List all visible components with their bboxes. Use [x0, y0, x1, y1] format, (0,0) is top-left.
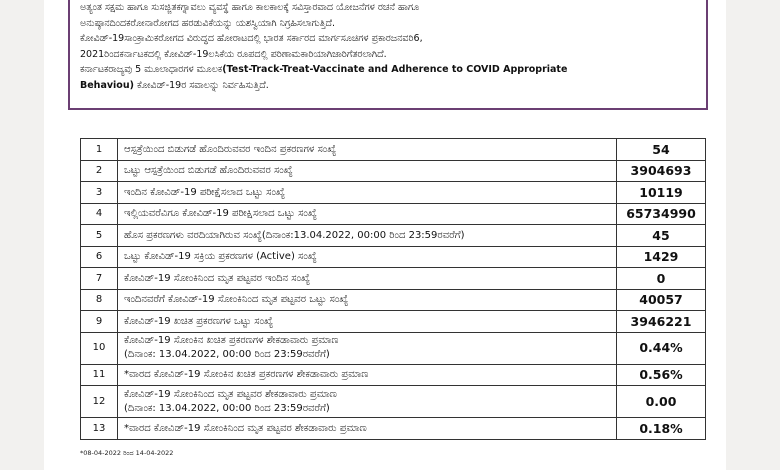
- intro-line-3: ಕೋವಿಡ್-19ಸಾಂಕ್ರಾಮಿಕರೋಗದ ವಿರುದ್ಧದ ಹೋರಾಟದಲ್ಲಿ ಭಾರತ ಸರ್ಕಾರದ ಮಾರ್ಗಸೂಚಿಗಳ ಪ್ರಕಾರಜನವರಿ6,: [80, 33, 423, 44]
- table-row: [81, 203, 706, 225]
- serial-number: 7: [81, 268, 118, 290]
- row-description-line-2: (ದಿನಾಂಕ: 13.04.2022, 00:00 ರಿಂದ 23:59ರವರೆಗೆ): [124, 402, 330, 414]
- row-description: ಕೋವಿಡ್-19 ಖಚಿತ ಪ್ರಕರಣಗಳ ಒಟ್ಟು ಸಂಖ್ಯೆ: [118, 311, 617, 333]
- row-value: 0.44%: [617, 332, 706, 364]
- serial-number: 11: [81, 364, 118, 386]
- row-value: 45: [617, 225, 706, 247]
- footnote: *08-04-2022 ರಿಂದ 14-04-2022: [80, 449, 174, 457]
- row-value: 40057: [617, 289, 706, 311]
- serial-number: 6: [81, 246, 118, 268]
- table-row: [81, 418, 706, 440]
- table-row: [81, 386, 706, 418]
- table-row: [81, 268, 706, 290]
- intro-line-4: 2021ರಿಂದಕರ್ನಾಟಕದಲ್ಲಿ ಕೋವಿಡ್-19ಲಸಿಕೆಯ ರೂಪದಲ್ಲಿ ಪರಿಣಾಮಕಾರಿಯಾಗಿಜಾರಿಗೆತರಲಾಗಿದೆ.: [80, 48, 387, 60]
- document-page: [44, 0, 726, 470]
- row-description-line-1: ಕೋವಿಡ್-19 ಸೋಂಕಿನಿಂದ ಮೃತ ಪಟ್ಟವರ ಶೇಕಡಾವಾರು ಪ್ರಮಾಣ: [124, 388, 337, 400]
- intro-line-5: [80, 62, 696, 78]
- table-row: [81, 139, 706, 161]
- row-value: 10119: [617, 182, 706, 204]
- serial-number: 13: [81, 418, 118, 440]
- row-value: 3946221: [617, 311, 706, 333]
- table-row: [81, 289, 706, 311]
- serial-number: 1: [81, 139, 118, 161]
- row-description: ಇಲ್ಲಿಯವರೆವಿಗೂ ಕೋವಿಡ್-19 ಪರೀಕ್ಷಿಸಲಾದ ಒಟ್ಟು ಸಂಖ್ಯೆ: [118, 203, 617, 225]
- table-row: [81, 311, 706, 333]
- serial-number: 4: [81, 203, 118, 225]
- row-description: ಕೋವಿಡ್-19 ಸೋಂಕಿನಿಂದ ಮೃತ ಪಟ್ಟವರ ಇಂದಿನ ಸಂಖ್ಯೆ: [118, 268, 617, 290]
- table-row: [81, 225, 706, 247]
- row-description: [118, 332, 617, 364]
- row-description: ಇಂದಿನ ಕೋವಿಡ್-19 ಪರೀಕ್ಷೆಸಲಾದ ಒಟ್ಟು ಸಂಖ್ಯೆ: [118, 182, 617, 204]
- intro-line-5-kannada: ಕರ್ನಾಟಕರಾಜ್ಯವು 5 ಮೂಲಾಧಾರಗಳ ಮೂಲಕ: [80, 64, 223, 75]
- table-row: [81, 160, 706, 182]
- row-description: ಒಟ್ಟು ಆಸ್ಪತ್ರೆಯಿಂದ ಬಿಡುಗಡೆ ಹೊಂದಿರುವವರ ಸಂಖ್ಯೆ: [118, 160, 617, 182]
- intro-line-5-english: (Test-Track-Treat-Vaccinate and Adherence to COVID Appropriate: [222, 64, 568, 75]
- row-value: 1429: [617, 246, 706, 268]
- intro-line-1: ಅತ್ಯಂತ ಸಕ್ಷಮ ಹಾಗೂ ಸುಸಜ್ಜಿತಕಗ್ನಾವಲು ವ್ಯವಸ್ಥೆ ಹಾಗೂ ಕಾಲಕಾಲಕ್ಕೆ ಸವಿಸ್ತಾರವಾದ ಯೋಜನೆಗಳ ರಚನೆ ಹಾಗೂ: [80, 2, 420, 13]
- row-value: 0.56%: [617, 364, 706, 386]
- row-value: 0.00: [617, 386, 706, 418]
- serial-number: 3: [81, 182, 118, 204]
- row-description: ಒಟ್ಟು ಕೋವಿಡ್-19 ಸಕ್ರಿಯ ಪ್ರಕರಣಗಳ (Active) ಸಂಖ್ಯೆ: [118, 246, 617, 268]
- table-row: [81, 332, 706, 364]
- row-value: 65734990: [617, 203, 706, 225]
- serial-number: 9: [81, 311, 118, 333]
- intro-line-6: [80, 78, 696, 94]
- serial-number: 12: [81, 386, 118, 418]
- row-description-line-2: (ದಿನಾಂಕ: 13.04.2022, 00:00 ರಿಂದ 23:59ರವರೆಗೆ): [124, 349, 330, 360]
- serial-number: 8: [81, 289, 118, 311]
- row-description: ಹೊಸ ಪ್ರಕರಣಗಳು ವರದಿಯಾಗಿರುವ ಸಂಖ್ಯೆ(ದಿನಾಂಕ:13.04.2022, 00:00 ರಿಂದ 23:59ರವರೆಗೆ): [118, 225, 617, 247]
- covid-stats-table: [80, 138, 706, 440]
- table-row: [81, 364, 706, 386]
- row-description: ಆಸ್ಪತ್ರೆಯಿಂದ ಬಿಡುಗಡೆ ಹೊಂದಿರುವವರ ಇಂದಿನ ಪ್ರಕರಣಗಳ ಸಂಖ್ಯೆ: [118, 139, 617, 161]
- row-value: 0: [617, 268, 706, 290]
- row-value: 0.18%: [617, 418, 706, 440]
- row-value: 3904693: [617, 160, 706, 182]
- intro-line-6-english: Behaviou): [80, 79, 134, 91]
- serial-number: 10: [81, 332, 118, 364]
- row-description: ಇಂದಿನವರೆಗೆ ಕೋವಿಡ್-19 ಸೋಂಕಿನಿಂದ ಮೃತ ಪಟ್ಟವರ ಒಟ್ಟು ಸಂಖ್ಯೆ: [118, 289, 617, 311]
- serial-number: 2: [81, 160, 118, 182]
- intro-line-2: ಅನುಷ್ಠಾನದಿಂದಕರೋನಾರೋಗದ ಹರಡುವಿಕೆಯನ್ನು ಯಶಸ್ವಿಯಾಗಿ ನಿಗ್ರಹಿಸಲಾಗುತ್ತಿದೆ.: [80, 17, 336, 29]
- table-row: [81, 182, 706, 204]
- serial-number: 5: [81, 225, 118, 247]
- intro-line-6-kannada: ಕೋವಿಡ್-19ರ ಸವಾಲನ್ನು ನಿರ್ವಹಿಸುತ್ತಿದೆ.: [136, 79, 269, 91]
- row-description: *ವಾರದ ಕೋವಿಡ್-19 ಸೋಂಕಿನಿಂದ ಮೃತ ಪಟ್ಟವರ ಶೇಕಡಾವಾರು ಪ್ರಮಾಣ: [118, 418, 617, 440]
- row-description: *ವಾರದ ಕೋವಿಡ್-19 ಸೋಂಕಿನ ಖಚಿತ ಪ್ರಕರಣಗಳ ಶೇಕಡಾವಾರು ಪ್ರಮಾಣ: [118, 364, 617, 386]
- row-description: [118, 386, 617, 418]
- intro-box: [68, 0, 708, 110]
- row-value: 54: [617, 139, 706, 161]
- table-row: [81, 246, 706, 268]
- row-description-line-1: ಕೋವಿಡ್-19 ಸೋಂಕಿನ ಖಚಿತ ಪ್ರಕರಣಗಳ ಶೇಕಡಾವಾರು ಪ್ರಮಾಣ: [124, 335, 339, 346]
